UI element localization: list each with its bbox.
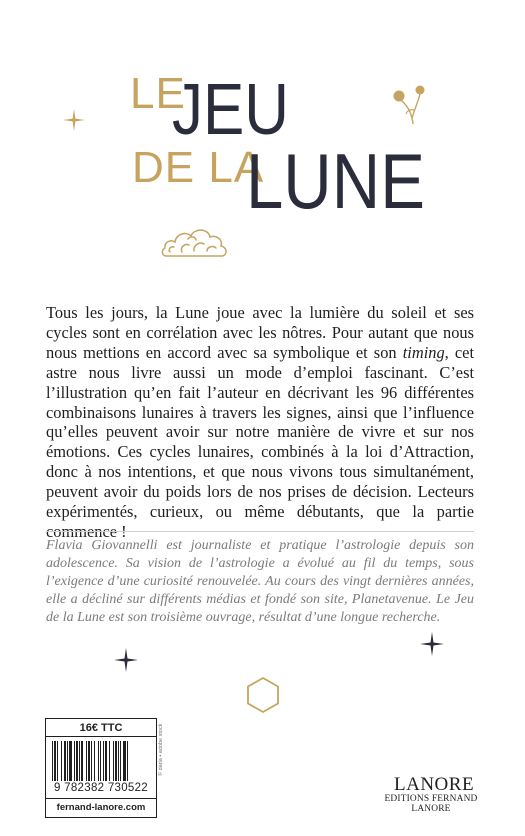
cloud-icon [160,224,230,262]
barcode-box [45,718,157,818]
title-de-la: DE LA [132,143,265,192]
star-icon [419,631,445,657]
title-le: LE [130,69,186,118]
blurb-text: Tous les jours, la Lune joue avec la lumière du soleil et ses cycles sont en corrélation avec les nôtres. Pour autant que nous nous mettions en accord avec sa symbolique et son timing, cet astre nous livre aussi un mode d’emploi fascinant. C’est l’illustration qu’en fait l’auteur en décrivant les 96 différentes combinaisons lunaires à travers les signes, ainsi que l’influence qu’elles peuvent avoir sur notre manière de vivre et sur nos émotions. Ces cycles lunaires, combinés à la loi d’Attraction, donc à nos intentions, et que nous vivons tous simultanément, peuvent avoir du poids lors de nos prises de décision. Lecteurs expérimentés, curieux, ou même débutants, que la partie commence ! [46,303,474,541]
website-link: fernand-lanore.com [56,802,146,813]
photo-credit: © daria • adobe stock [158,723,164,776]
publisher-full-name: EDITIONS FERNAND LANORE [384,794,478,814]
publisher-logo: LANORE [394,774,475,795]
barcode-icon [50,741,152,783]
author-bio: Flavia Giovannelli est journaliste et pratique l’astrologie depuis son adolescence. Sa vision de l’astrologie a évolué au fil du temps, sous l’exigence d’une curiosité renouvelée. Au cours des vingt dernières années, elle a décliné sur différents médias et fondé son site, Planetavenue. Le Jeu de la Lune est son troisième ouvrage, résultat d’une longue recherche. [46,538,474,626]
isbn-number: 9 782382 730522 [53,782,149,794]
divider [46,531,474,532]
price-label: 16€ TTC [79,722,123,734]
title-jeu: JEU [172,70,289,150]
star-icon [113,647,139,673]
timing-word: timing [402,342,445,362]
sparkle-icon [62,108,86,132]
title-lune: LUNE [246,137,425,225]
berry-branch-icon [388,78,428,126]
moon-hexagon-icon [245,676,281,714]
